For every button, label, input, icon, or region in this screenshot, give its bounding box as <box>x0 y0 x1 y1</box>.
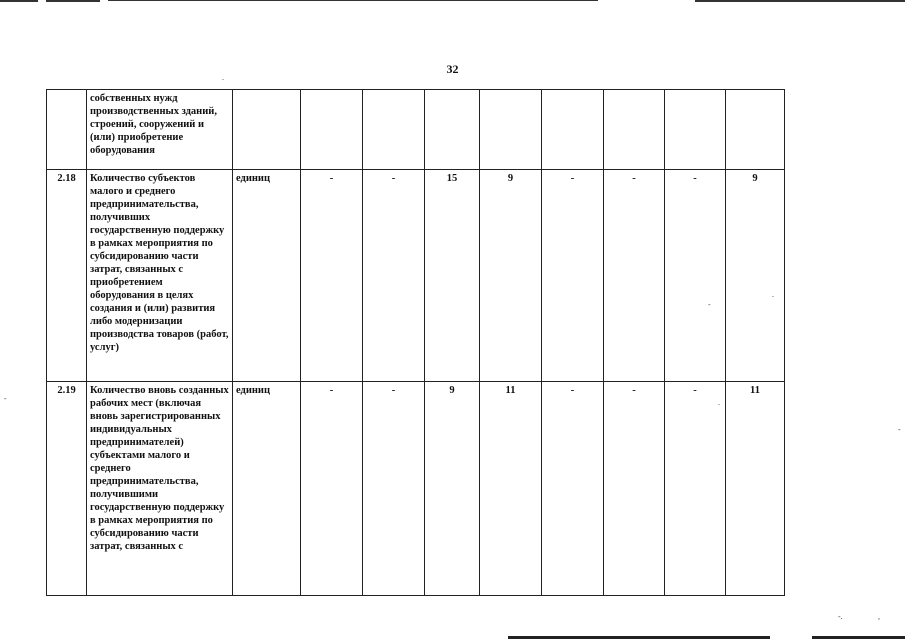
value-cell: - <box>363 382 425 596</box>
row-unit <box>233 90 301 170</box>
row-unit: единиц <box>233 382 301 596</box>
value-cell <box>604 90 665 170</box>
scan-speck: . <box>222 73 224 82</box>
row-description: собственных нужд производственных зданий, строений, сооружений и (или) приобретение оборудования <box>87 90 233 170</box>
value-cell: 11 <box>480 382 542 596</box>
row-number: 2.19 <box>47 382 87 596</box>
table-row <box>47 170 785 382</box>
value-cell: 9 <box>480 170 542 382</box>
indicators-table <box>46 89 785 596</box>
value-cell <box>480 90 542 170</box>
row-description: Количество вновь созданных рабочих мест (включая вновь зарегистрированных индивидуальных предпринимателей) субъектами малого и среднего предпринимательства, получившими государственную поддержку в рамках мероприятия по субсидированию части затрат, связанных с <box>87 382 233 596</box>
table-row <box>47 382 785 596</box>
value-cell: - <box>665 170 726 382</box>
scan-speck: - <box>898 425 901 434</box>
scan-speck: -. <box>838 612 843 621</box>
row-unit: единиц <box>233 170 301 382</box>
scan-speck: - <box>4 394 7 403</box>
value-cell <box>665 90 726 170</box>
value-cell <box>301 90 363 170</box>
table-row <box>47 90 785 170</box>
scan-border-bottom-right <box>812 636 905 639</box>
value-cell: - <box>604 382 665 596</box>
value-cell: - <box>301 170 363 382</box>
scan-speck: - <box>708 300 711 309</box>
scan-border-top-mid <box>46 0 100 2</box>
value-cell: 9 <box>726 170 785 382</box>
row-number: 2.18 <box>47 170 87 382</box>
scan-speck: , <box>878 612 880 621</box>
scan-border-bottom-left <box>508 636 770 639</box>
value-cell: 9 <box>425 382 480 596</box>
scan-speck: . <box>772 290 774 299</box>
page-number: 32 <box>446 62 459 76</box>
value-cell: - <box>665 382 726 596</box>
value-cell: - <box>542 382 604 596</box>
value-cell: - <box>542 170 604 382</box>
value-cell: - <box>301 382 363 596</box>
value-cell <box>425 90 480 170</box>
value-cell <box>363 90 425 170</box>
row-description: Количество субъектов малого и среднего предпринимательства, получивших государственную поддержку в рамках мероприятия по субсидированию части затрат, связанных с приобретением оборудования в целях создания и (или) развития либо модернизации производства товаров (работ, услуг) <box>87 170 233 382</box>
value-cell: 11 <box>726 382 785 596</box>
value-cell <box>542 90 604 170</box>
scan-border-top-right <box>695 0 905 2</box>
value-cell: - <box>363 170 425 382</box>
value-cell <box>726 90 785 170</box>
value-cell: 15 <box>425 170 480 382</box>
row-number <box>47 90 87 170</box>
scan-border-top-main <box>108 0 598 1</box>
scan-border-top-left <box>0 0 38 2</box>
value-cell: - <box>604 170 665 382</box>
scan-speck: . <box>718 398 720 407</box>
